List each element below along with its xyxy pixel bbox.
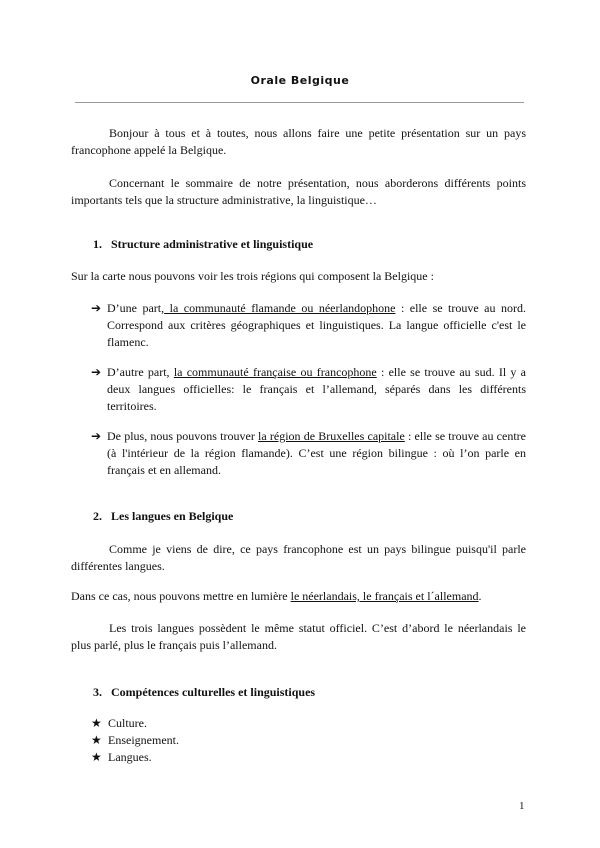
intro-paragraph-2: Concernant le sommaire de notre présentation, nous aborderons différents points importants tels que la structure administrative, la linguistique…: [71, 176, 526, 207]
document-title: Orale Belgique: [250, 74, 350, 87]
list-item-label: Enseignement.: [108, 733, 179, 747]
list-item: [91, 732, 179, 749]
section-3-heading: [93, 684, 315, 701]
list-item: [91, 715, 147, 732]
bullet-text: : elle se trouve au sud. Il y a deux langues officielles: le français et l’allemand, séparés dans les différents territoires.: [107, 365, 526, 413]
star-bullet-icon: ★: [91, 716, 102, 730]
page-number: 1: [519, 800, 525, 812]
section-2-title: Les langues en Belgique: [111, 509, 234, 523]
section-1-lead: Sur la carte nous pouvons voir les trois régions qui composent la Belgique :: [71, 269, 434, 283]
bullet-item: [91, 364, 526, 415]
section-2-number: 2.: [93, 509, 102, 523]
section-1-heading: [93, 236, 313, 253]
arrow-bullet-icon: ➔: [91, 301, 102, 315]
section-1-number: 1.: [93, 237, 102, 251]
section-2-paragraph-3: Les trois langues possèdent le même statut officiel. C’est d’abord le néerlandais le plus parlé, plus le français puis l’allemand.: [71, 621, 526, 652]
section-1-title: Structure administrative et linguistique: [111, 237, 314, 251]
star-bullet-icon: ★: [91, 750, 102, 764]
section-2-paragraph-2: [71, 588, 526, 605]
arrow-bullet-icon: ➔: [91, 429, 102, 443]
list-item-label: Langues.: [108, 750, 152, 764]
section-3-title: Compétences culturelles et linguistiques: [111, 685, 316, 699]
underlined-languages: le néerlandais, le français et l´allemand: [290, 589, 479, 603]
bullet-underlined-term: la communauté flamande ou néerlandophone: [164, 301, 396, 315]
bullet-item: [91, 428, 526, 479]
section-2-heading: [93, 508, 233, 525]
intro-paragraph-1: Bonjour à tous et à toutes, nous allons faire une petite présentation sur un pays francophone appelé la Belgique.: [71, 126, 526, 157]
bullet-text: D’une part,: [107, 301, 165, 315]
arrow-bullet-icon: ➔: [91, 365, 102, 379]
star-bullet-icon: ★: [91, 733, 102, 747]
bullet-text: : elle se trouve au centre (à l'intérieur de la région flamande). C’est une région bilingue : où l’on parle en français et en allemand.: [107, 429, 526, 477]
title-divider: [75, 102, 524, 103]
bullet-item: [91, 300, 526, 351]
section-2-paragraph-1: Comme je viens de dire, ce pays francophone est un pays bilingue puisqu'il parle différentes langues.: [71, 542, 526, 573]
bullet-text: De plus, nous pouvons trouver: [107, 429, 259, 443]
bullet-text: : elle se trouve au nord. Correspond aux critères géographiques et linguistiques. La langue officielle c'est le flamenc.: [107, 301, 526, 349]
bullet-underlined-term: la communauté française ou francophone: [173, 365, 377, 379]
bullet-text: D’autre part,: [107, 365, 174, 379]
paragraph-text: .: [478, 589, 482, 603]
paragraph-text: Dans ce cas, nous pouvons mettre en lumière: [71, 589, 291, 603]
bullet-underlined-term: la région de Bruxelles capitale: [258, 429, 405, 443]
list-item-label: Culture.: [108, 716, 147, 730]
section-3-number: 3.: [93, 685, 102, 699]
list-item: [91, 749, 152, 766]
